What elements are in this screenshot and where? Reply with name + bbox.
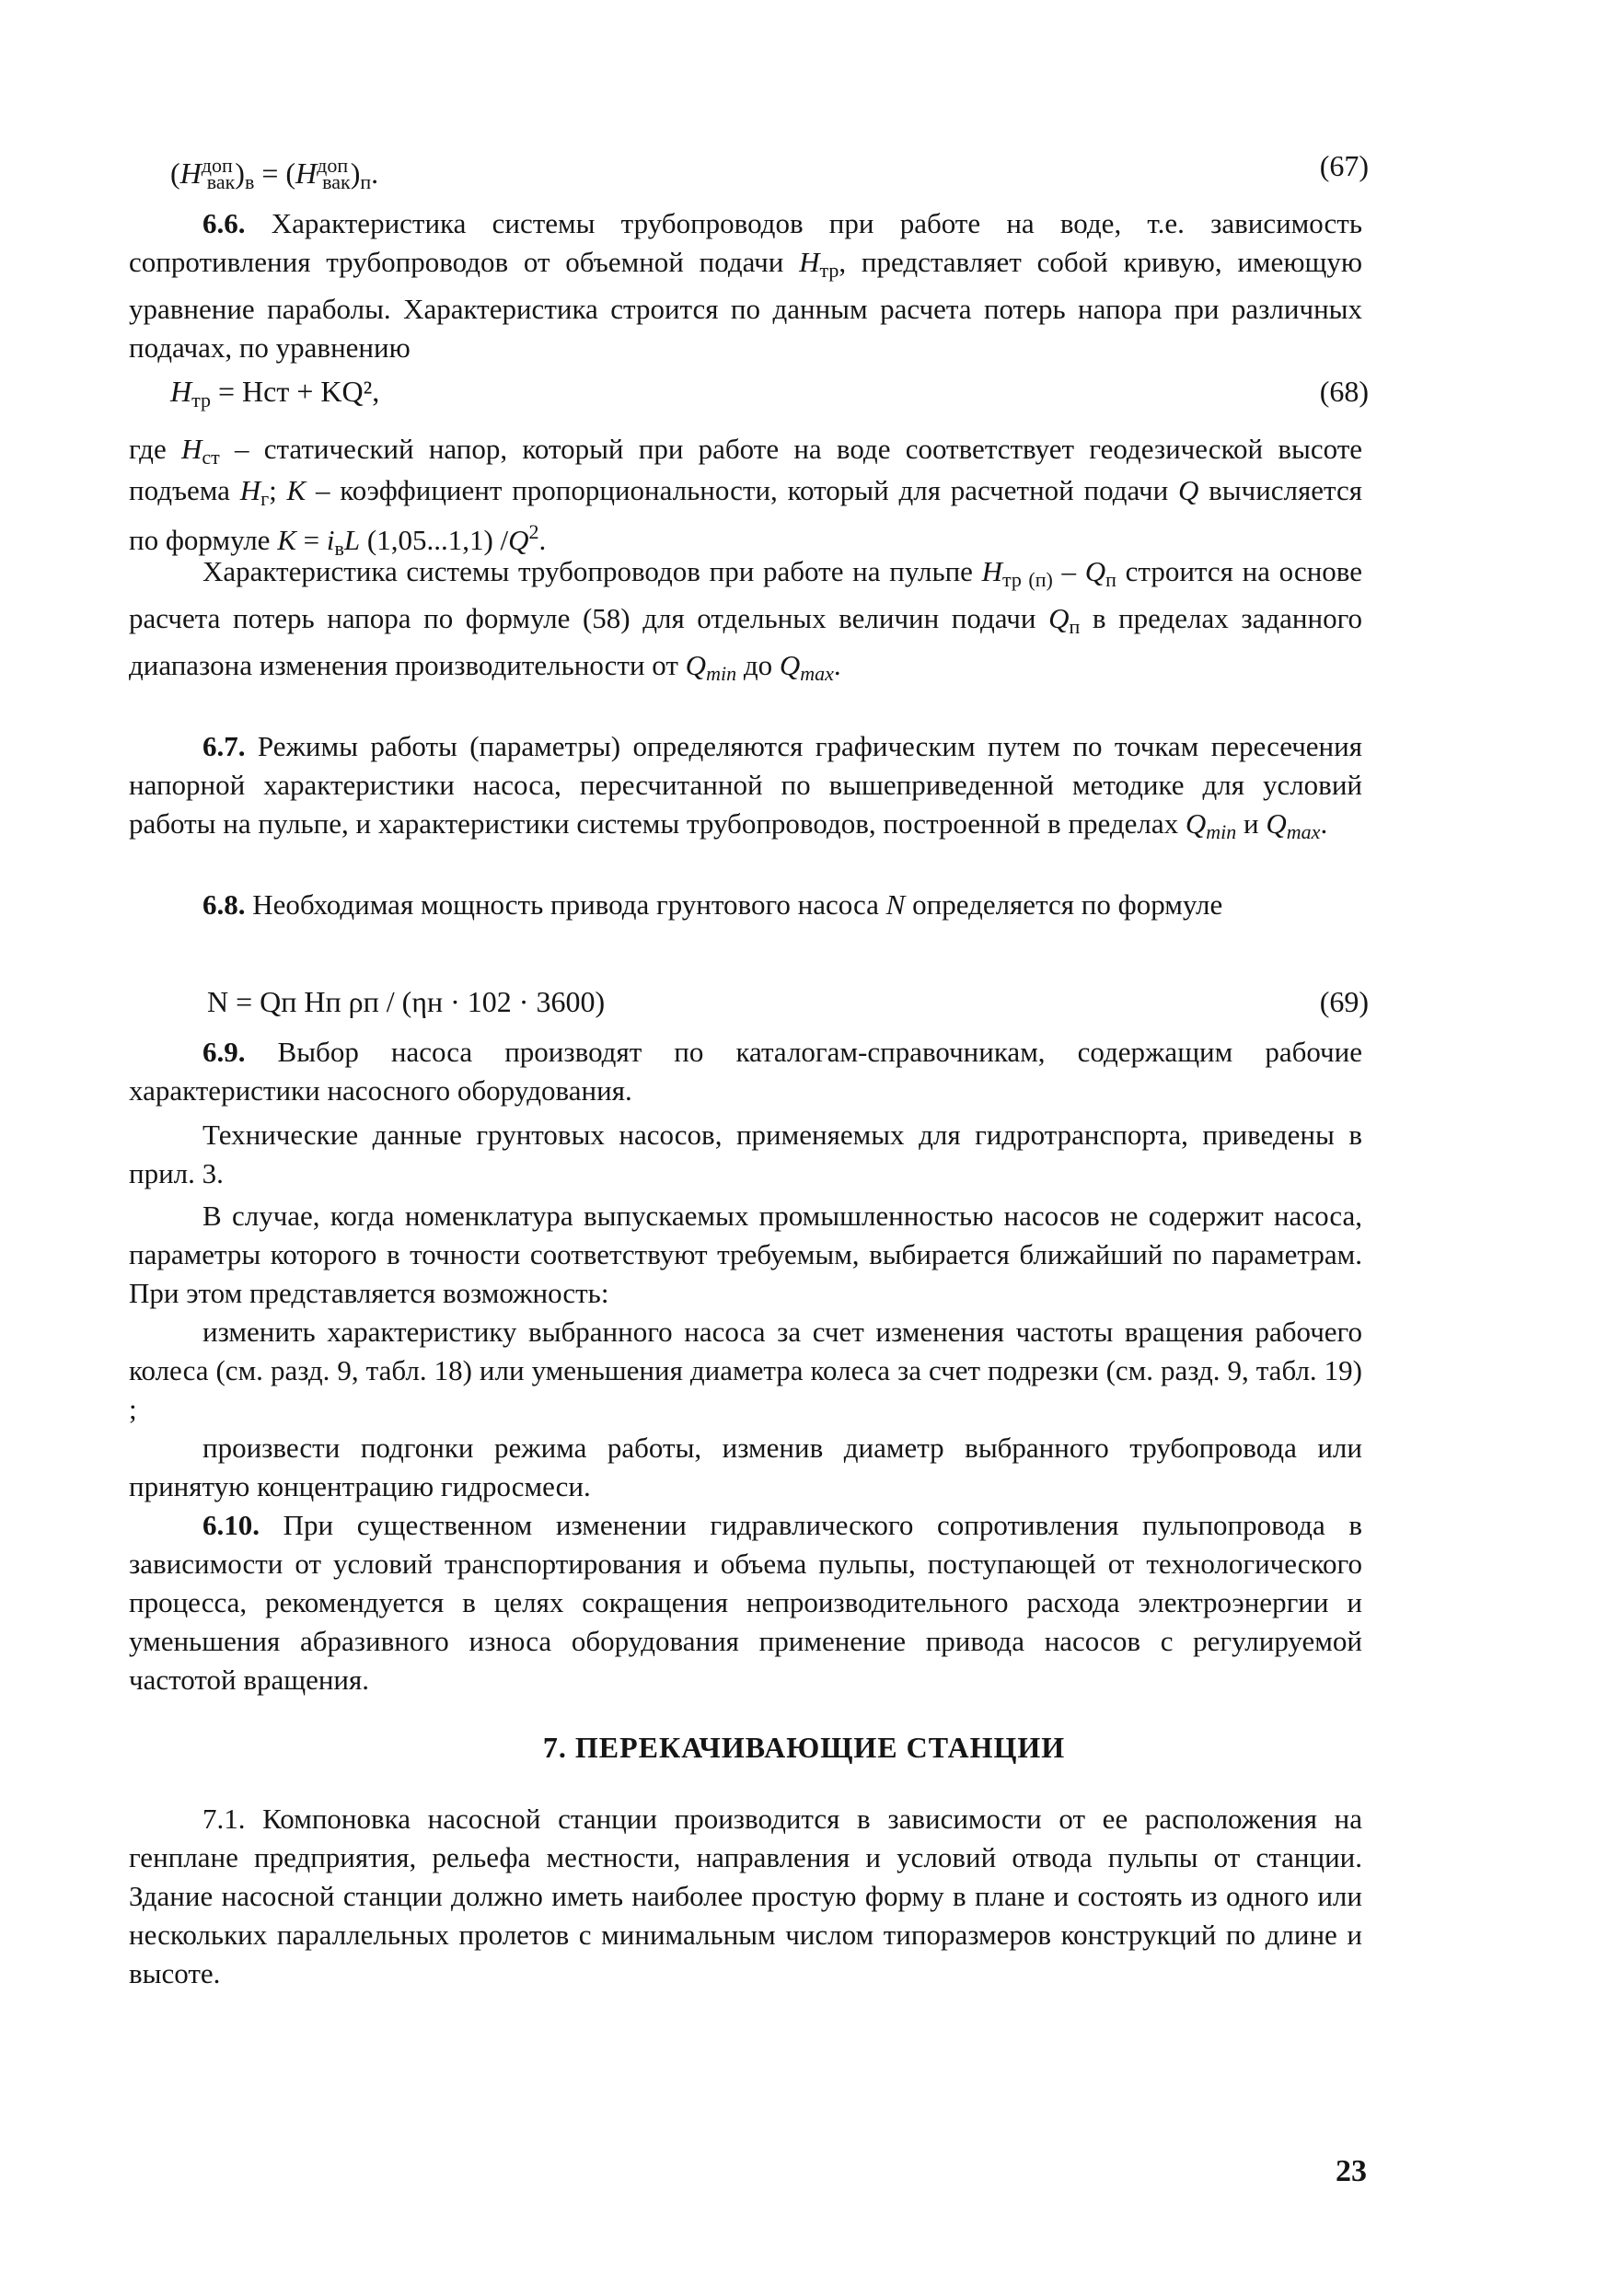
clause-number: 6.7. (202, 730, 246, 762)
section-heading: 7. ПЕРЕКАЧИВАЮЩИЕ СТАНЦИИ (542, 1731, 1066, 1764)
clause-number: 6.6. (202, 207, 246, 239)
equation-67-number: (67) (1319, 149, 1369, 182)
paragraph-change: изменить характеристику выбранного насоса за счет изменения частоты вращения рабочего колеса (см. разд. 9, табл. 18) или уменьшения диаметра колеса за счет подрезки (см. разд. 9, табл. 19) ; (129, 1316, 1362, 1425)
paragraph-6-7: 6.7. Режимы работы (параметры) определяются графическим путем по точкам пересечения напорной характеристики насоса, пересчитанной по вышеприведенной методике для условий работы на пульпе, и характеристики системы трубопроводов, построенной в пределах $Q_{min}$ и $Q_{max}$. (129, 730, 1362, 843)
clause-number: 6.8. (202, 888, 246, 921)
equation-67: $(H^{доп}_{вак})_в = (H^{доп}_{вак})_п$. (170, 154, 379, 193)
paragraph-where: где $H_{ст}$ – статический напор, который при работе на воде соответствует геодезической высоте подъема $H_г$; K – коэффициент пропорциональности, который для расчетной подачи Q вычисляется по формуле $K = i_вL$ (1,05...1,1) $/Q^2$. (129, 433, 1362, 560)
clause-number: 7.1. (202, 1803, 246, 1835)
paragraph-case: В случае, когда номенклатура выпускаемых промышленностью насосов не содержит насоса, параметры которого в точности соответствуют требуемым, выбирается ближайший по параметрам. При этом представляется возможность: (129, 1200, 1362, 1309)
equation-68: $H_{тр}$ = Hст + KQ², (170, 375, 380, 412)
paragraph-6-9: 6.9. Выбор насоса производят по каталогам-справочникам, содержащим рабочие характеристики насосного оборудования. (129, 1036, 1362, 1107)
paragraph-6-8: 6.8. Необходимая мощность привода грунтового насоса N определяется по формуле (202, 888, 1223, 921)
equation-68-number: (68) (1319, 375, 1369, 408)
paragraph-characteristic: Характеристика системы трубопроводов при работе на пульпе $H_{тр (п)} - Q_п$ строится на основе расчета потерь напора по формуле (58) для отдельных величин подачи $Q_п$ в пределах заданного диапазона изменения производительности от $Q_{min}$ до $Q_{max}$. (129, 555, 1363, 685)
paragraph-7-1: 7.1. Компоновка насосной станции производится в зависимости от ее расположения на генплане предприятия, рельефа местности, направления и условий отвода пульпы от станции. Здание насосной станции должно иметь наиболее простую форму в плане и состоять из одного или нескольких параллельных пролетов с минимальным числом типоразмеров конструкций по длине и высоте. (129, 1803, 1362, 1989)
page-number: 23 (1336, 2154, 1367, 2188)
clause-number: 6.9. (202, 1036, 246, 1068)
paragraph-6-6: 6.6. Характеристика системы трубопроводов при работе на воде, т.е. зависимость сопротивления трубопроводов от объемной подачи $H_{тр}$, представляет собой кривую, имеющую уравнение параболы. Характеристика строится по данным расчета потерь напора при различных подачах, по уравнению (129, 207, 1363, 364)
equation-69: N = Qп Hп ρп / (ηн · 102 · 3600) (207, 985, 606, 1018)
paragraph-technical-data: Технические данные грунтовых насосов, применяемых для гидротранспорта, приведены в прил. 3. (129, 1119, 1362, 1189)
paragraph-6-10: 6.10. При существенном изменении гидравлического сопротивления пульпопровода в зависимости от условий транспортирования и объема пульпы, поступающей от технологического процесса, рекомендуется в целях сокращения непроизводительного расхода электроэнергии и уменьшения абразивного износа оборудования применение привода насосов с регулируемой частотой вращения. (129, 1509, 1362, 1696)
equation-69-number: (69) (1319, 985, 1369, 1018)
paragraph-adjust: произвести подгонки режима работы, изменив диаметр выбранного трубопровода или принятую концентрацию гидросмеси. (129, 1432, 1362, 1502)
clause-number: 6.10. (202, 1509, 260, 1541)
